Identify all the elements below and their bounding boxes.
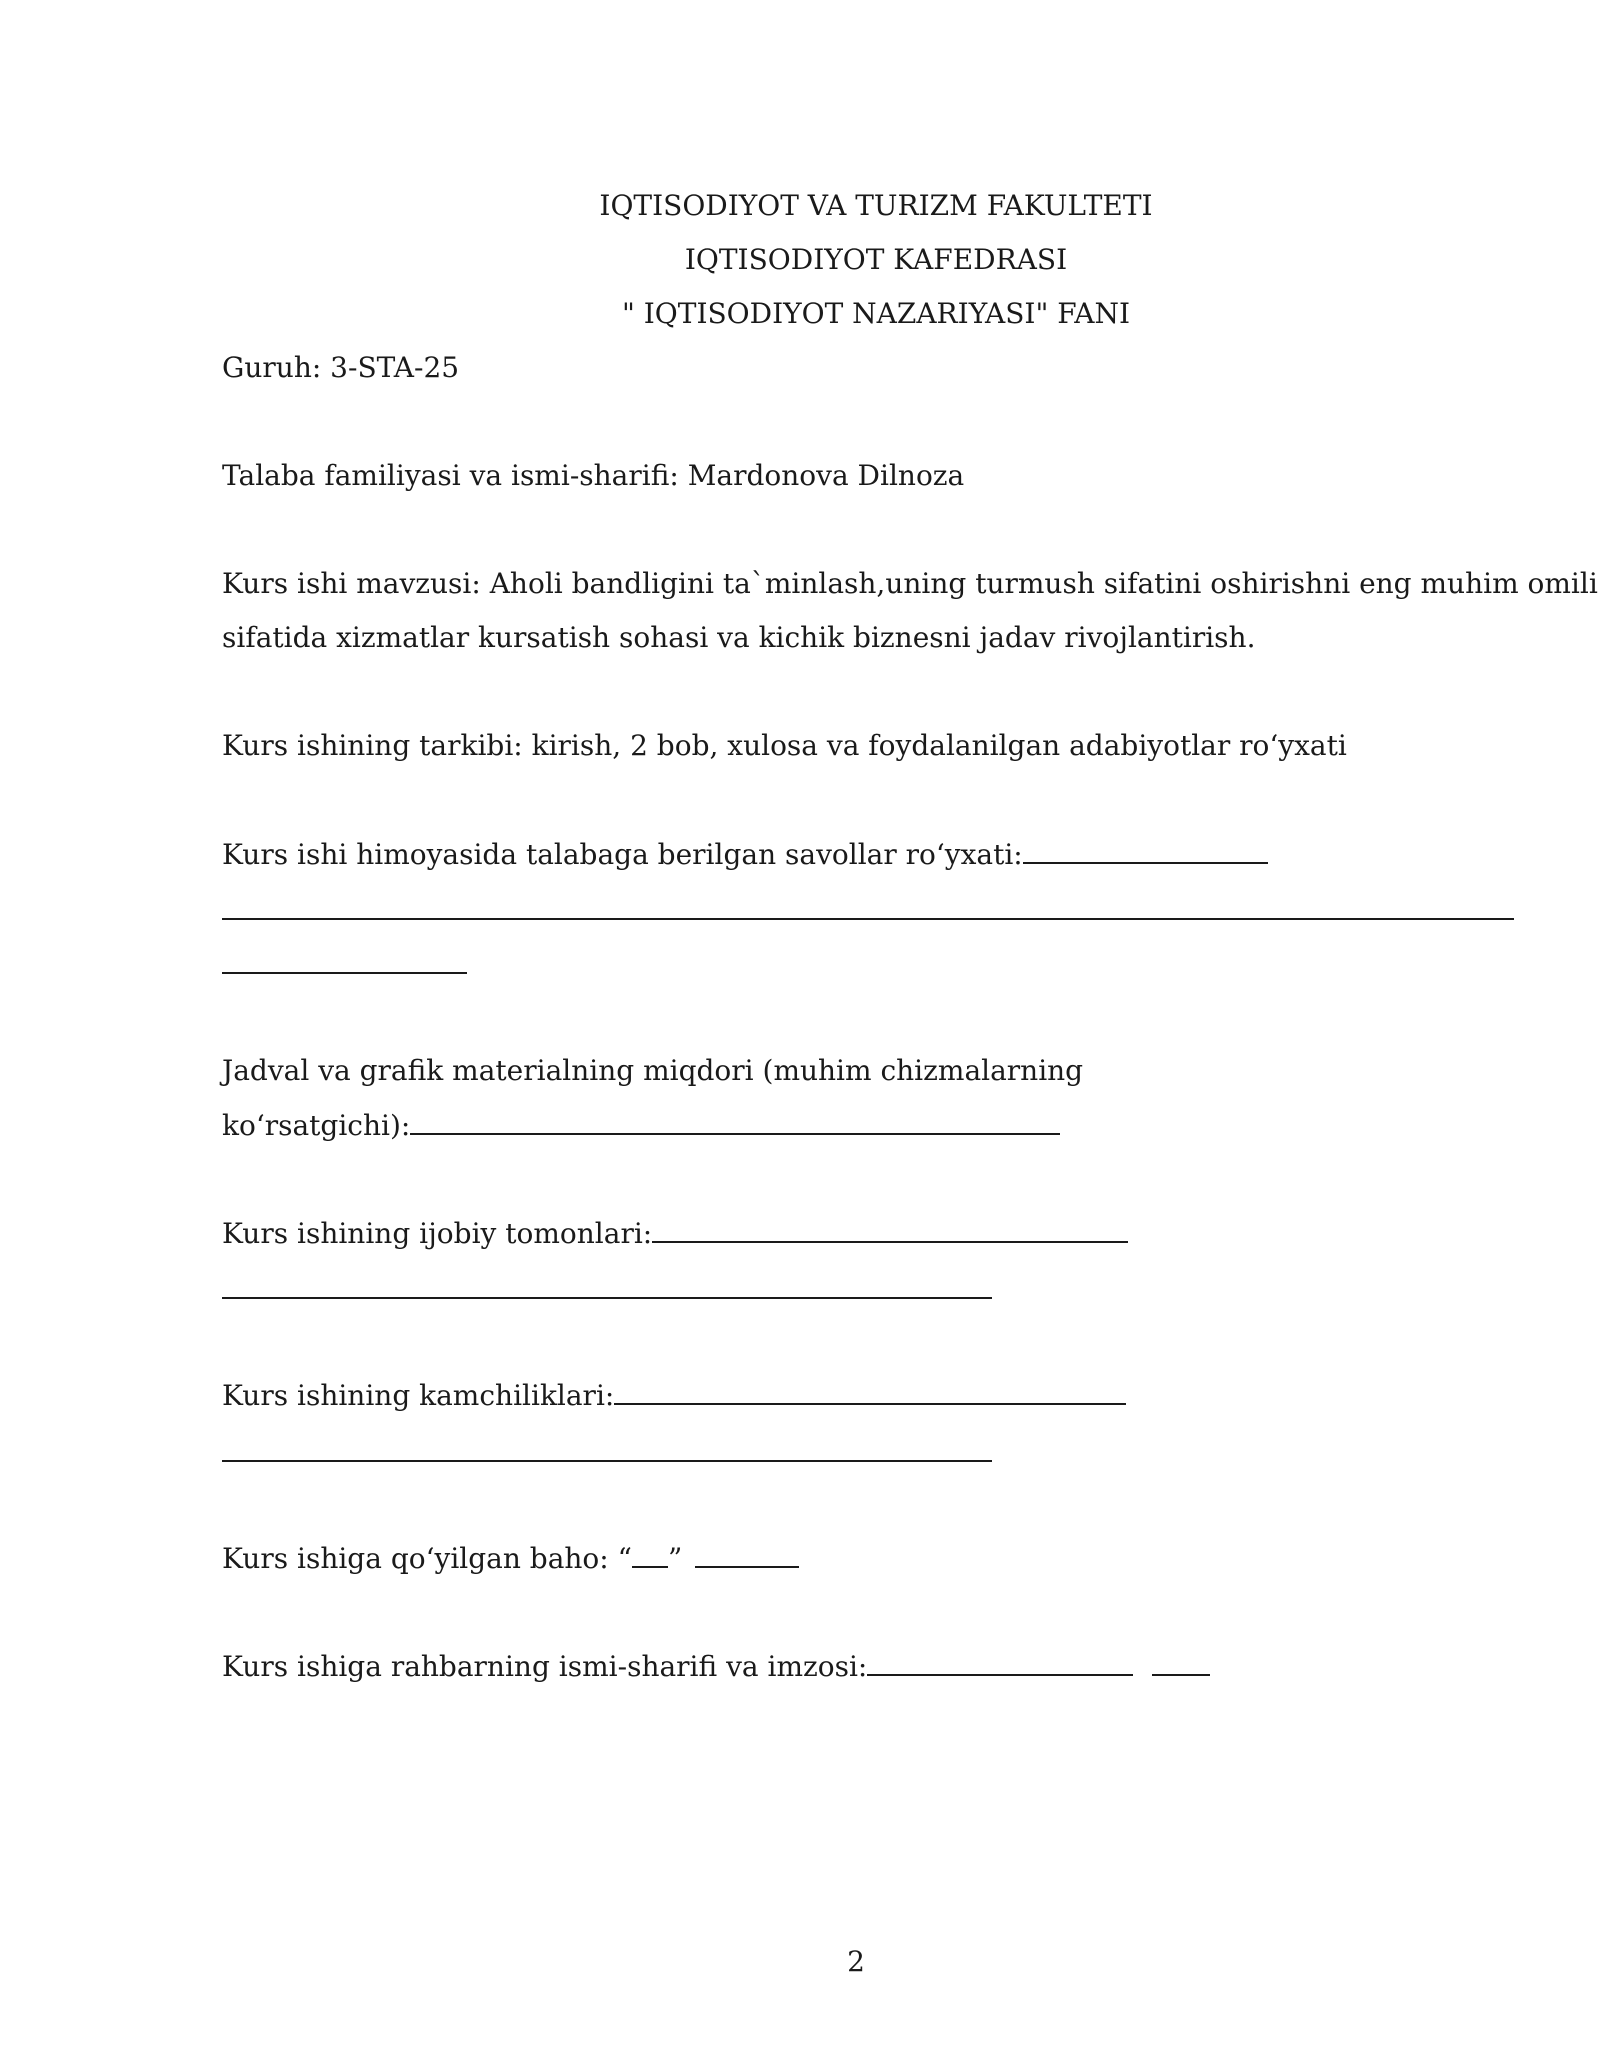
- questions-rule-2: [222, 972, 467, 974]
- supervisor-label: Kurs ishiga rahbarning ismi-sharifi va imzosi:: [222, 1650, 868, 1683]
- materials-row: [222, 1107, 1060, 1144]
- student-name-field: Talaba familiyasi va ismi-sharifi: Mardonova Dilnoza: [222, 459, 965, 492]
- positives-rule: [222, 1297, 992, 1299]
- questions-row: [222, 836, 1268, 873]
- materials-field-line1: Jadval va grafik materialning miqdori (muhim chizmalarning: [222, 1054, 1084, 1087]
- topic-field-line2: sifatida xizmatlar kursatish sohasi va kichik biznesni jadav rivojlantirish.: [222, 621, 1256, 654]
- questions-label: Kurs ishi himoyasida talabaga berilgan savollar ro‘yxati:: [222, 838, 1023, 871]
- shortcomings-blank: [614, 1377, 1126, 1405]
- grade-blank-inner: [632, 1540, 668, 1568]
- supervisor-row: [222, 1648, 1210, 1685]
- shortcomings-label: Kurs ishining kamchiliklari:: [222, 1379, 615, 1412]
- materials-label: ko‘rsatgichi):: [222, 1109, 411, 1142]
- positives-row: [222, 1215, 1128, 1252]
- shortcomings-row: [222, 1377, 1126, 1414]
- subject-heading: " IQTISODIYOT NAZARIYASI" FANI: [621, 297, 1131, 330]
- faculty-heading: IQTISODIYOT VA TURIZM FAKULTETI: [599, 189, 1153, 222]
- group-field: Guruh: 3-STA-25: [222, 351, 460, 384]
- shortcomings-rule: [222, 1460, 992, 1462]
- grade-blank-outer: [695, 1540, 799, 1568]
- grade-row: [222, 1540, 799, 1577]
- supervisor-name-blank: [867, 1648, 1133, 1676]
- positives-blank: [652, 1215, 1128, 1243]
- grade-close-quote: ”: [667, 1542, 683, 1575]
- page-number: 2: [847, 1945, 865, 1978]
- topic-field-line1: Kurs ishi mavzusi: Aholi bandligini ta`minlash,uning turmush sifatini oshirishni eng muhim omili: [222, 567, 1598, 600]
- department-heading: IQTISODIYOT KAFEDRASI: [684, 243, 1068, 276]
- positives-label: Kurs ishining ijobiy tomonlari:: [222, 1217, 653, 1250]
- grade-label: Kurs ishiga qo‘yilgan baho: “: [222, 1542, 632, 1575]
- questions-blank: [1023, 836, 1268, 864]
- structure-field: Kurs ishining tarkibi: kirish, 2 bob, xulosa va foydalanilgan adabiyotlar ro‘yxati: [222, 729, 1347, 762]
- supervisor-signature-blank: [1152, 1648, 1210, 1676]
- questions-rule-1: [222, 918, 1514, 920]
- materials-blank: [410, 1107, 1060, 1135]
